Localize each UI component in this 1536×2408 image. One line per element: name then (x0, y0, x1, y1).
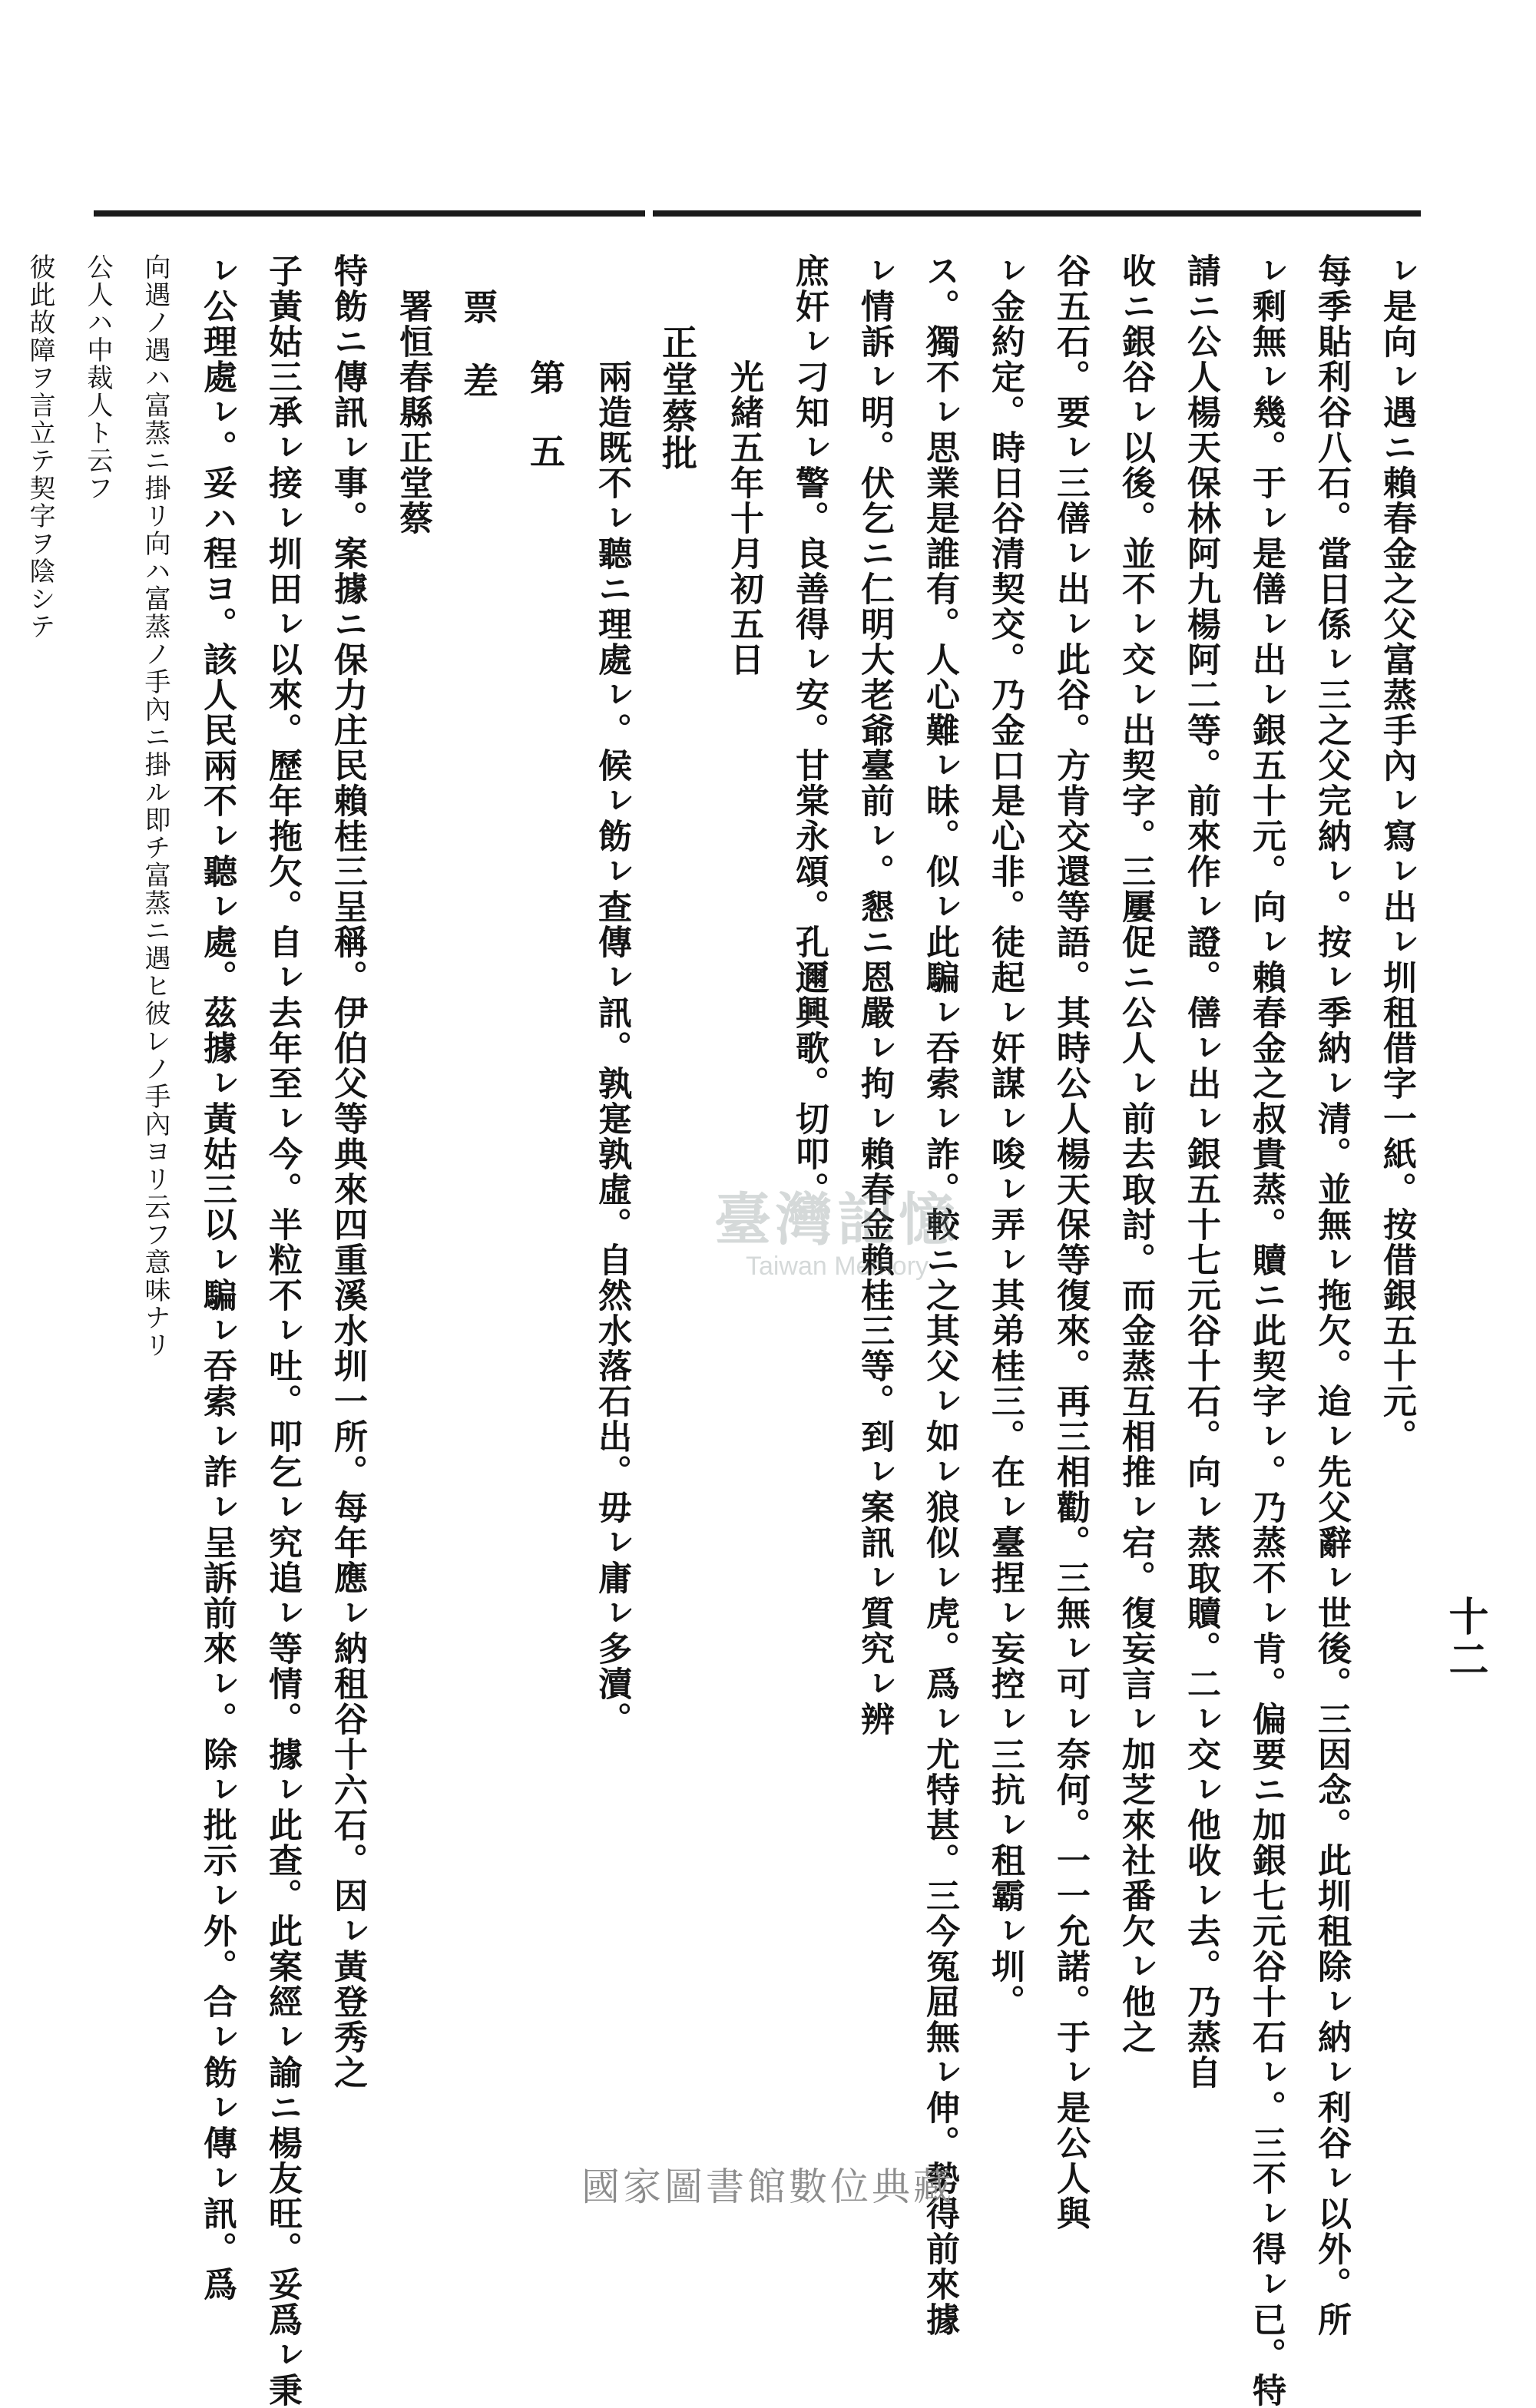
top-rule-right (653, 210, 1421, 217)
text-column-18: 子黃姑三承ㇾ接ㇾ圳田ㇾ以來。歷年拖欠。自ㇾ去年至ㇾ今。半粒不ㇾ吐。叩乞ㇾ究追ㇾ等情。據ㇾ此查。此案經ㇾ諭ニ楊友旺。妥爲ㇾ秉 (263, 253, 302, 2408)
library-footer: 國家圖書館數位典藏 (581, 2165, 955, 2209)
text-column-17: 特飭ニ傳訊ㇾ事。案據ニ保力庄民賴桂三呈稱。伊伯父等典來四重溪水圳一所。每年應ㇾ納租谷十六石。因ㇾ黃登秀之 (328, 253, 367, 2090)
section-number: 第 五 (525, 359, 566, 470)
text-column-19: ㇾ公理處ㇾ。妥ハ程ヨ。該人民兩不ㇾ聽ㇾ處。茲據ㇾ黃姑三以ㇾ騙ㇾ吞索ㇾ詐ㇾ呈訴前來ㇾ。除ㇾ批示ㇾ外。合ㇾ飭ㇾ傳ㇾ訊。爲 (197, 253, 237, 2302)
note-3: 彼此故障ヲ言立テ契字ヲ陰シテ (25, 253, 55, 640)
text-column-10: 庶奸ㇾ刁知ㇾ警。良善得ㇾ安。甘棠永頌。孔邇興歌。切叩。 (790, 253, 829, 1207)
text-column-3: ㇾ剩無ㇾ幾。于ㇾ是僐ㇾ出ㇾ銀五十元。向ㇾ賴春金之叔貴蒸。贖ニ此契字ㇾ。乃蒸不ㇾ肯。偏要ニ加銀七元谷十石ㇾ。三不ㇾ得ㇾ已。特 (1246, 253, 1286, 2408)
issuing-official: 署恒春縣正堂蔡 (393, 289, 432, 536)
text-column-8: ス。獨不ㇾ思業是誰有。人心難ㇾ昧。似ㇾ此騙ㇾ吞索ㇾ詐。較ニ之其父ㇾ如ㇾ狼似ㇾ虎。爲ㇾ尤特甚。三今冤屈無ㇾ伸。勢得前來據 (920, 253, 959, 2337)
watermark-main-text: 臺灣記憶 (714, 1187, 960, 1253)
ruling-text: 兩造既不ㇾ聽ニ理處ㇾ。候ㇾ飭ㇾ查傳ㇾ訊。孰寔孰虛。自然水落石出。毋ㇾ庸ㇾ多瀆。 (592, 359, 631, 1737)
text-column-7: ㇾ金約定。時日谷清契交。乃金口是心非。徒起ㇾ奸謀ㇾ唆ㇾ弄ㇾ其弟桂三。在ㇾ臺捏ㇾ妄控ㇾ三抗ㇾ租霸ㇾ圳。 (985, 253, 1025, 2019)
top-rule-left (94, 210, 645, 217)
text-column-2: 每季貼利谷八石。當日係ㇾ三之父完納ㇾ。按ㇾ季納ㇾ清。並無ㇾ拖欠。迨ㇾ先父辭ㇾ世後。三因念。此圳租除ㇾ納ㇾ利谷ㇾ以外。所 (1312, 253, 1351, 2337)
text-column-5: 收ニ銀谷ㇾ以後。並不ㇾ交ㇾ出契字。三屢促ニ公人ㇾ前去取討。而金蒸互相推ㇾ宕。復妄言ㇾ加芝來社番欠ㇾ他之 (1116, 253, 1155, 2055)
warrant-heading: 票 差 (458, 289, 499, 399)
text-column-6: 谷五石。要ㇾ三僐ㇾ出ㇾ此谷。方肯交還等語。其時公人楊天保等復來。再三相勸。三無ㇾ可ㇾ奈何。一一允諾。于ㇾ是公人與 (1051, 253, 1090, 2231)
note-2: 公人ハ中裁人ト云フ (82, 253, 113, 502)
watermark-sub-text: Taiwan Memory (745, 1252, 929, 1281)
date-line: 光緒五年十月初五日 (724, 359, 763, 677)
magistrate-ruling-heading: 正堂蔡批 (657, 324, 698, 471)
text-column-1: ㇾ是向ㇾ遇ニ賴春金之父富蒸手內ㇾ寫ㇾ出ㇾ圳租借字一紙。按借銀五十元。 (1377, 253, 1416, 1454)
page-number: 十二 (1442, 1596, 1488, 1682)
text-column-9: ㇾ情訴ㇾ明。伏乞ニ仁明大老爺臺前ㇾ。懇ニ恩嚴ㇾ拘ㇾ賴春金賴桂三等。到ㇾ案訊ㇾ質究ㇾ辨 (855, 253, 894, 1737)
text-column-4: 請ニ公人楊天保林阿九楊阿二等。前來作ㇾ證。僐ㇾ出ㇾ銀五十七元谷十石。向ㇾ蒸取贖。二ㇾ交ㇾ他收ㇾ去。乃蒸自 (1181, 253, 1220, 2090)
note-1: 向遇ノ遇ハ富蒸ニ掛リ向ハ富蒸ノ手內ニ掛ル即チ富蒸ニ遇ヒ彼レノ手內ヨリ云フ意味ナリ (140, 253, 170, 1359)
